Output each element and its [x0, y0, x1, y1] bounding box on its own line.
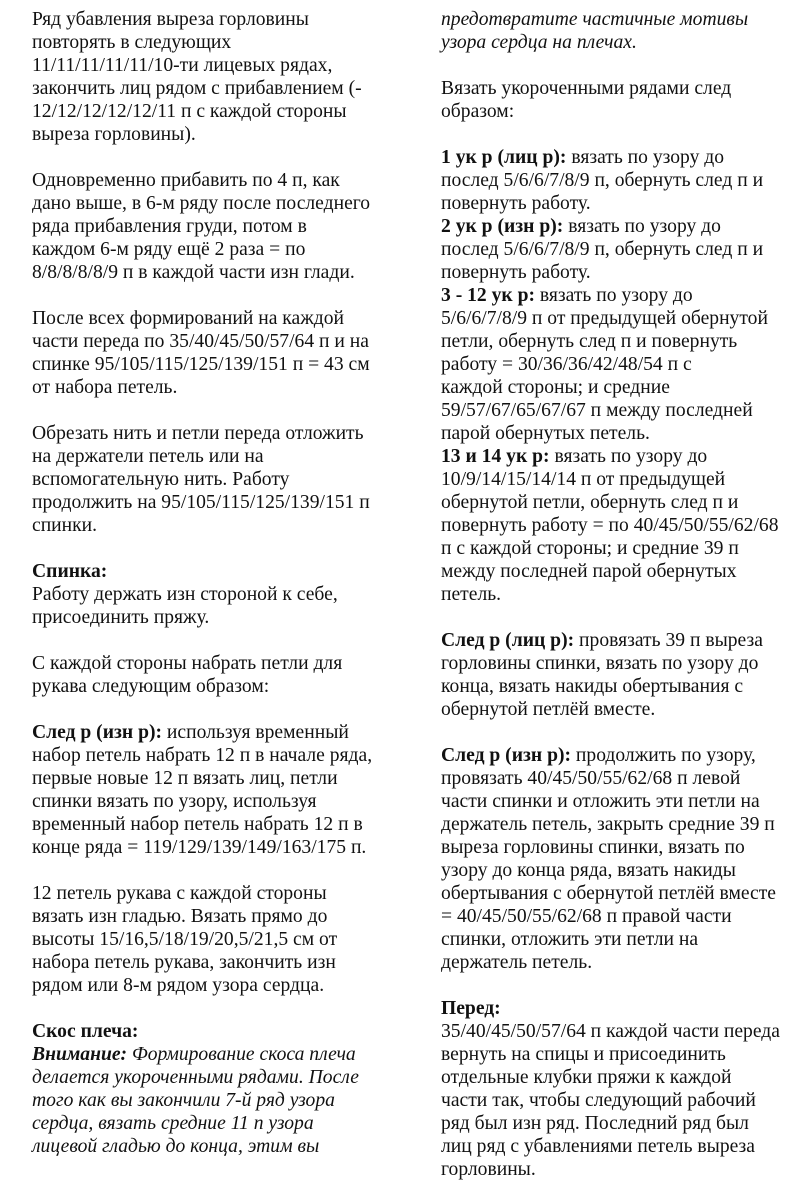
text-line: ряда прибавления груди, потом в	[32, 216, 307, 237]
text-line: горловины спинки, вязать по узору до	[441, 653, 759, 674]
row-text: вязать по узору до	[535, 285, 693, 306]
text-line	[441, 629, 786, 652]
text-line: рядом или 8-м рядом узора сердца.	[32, 975, 325, 996]
text-line: сердца, вязать средние 11 п узора	[32, 1113, 314, 1134]
text-line: вернуть на спицы и присоединить	[441, 1044, 726, 1065]
row-label: След р (изн р):	[32, 722, 163, 743]
after-forming-paragraph	[32, 307, 377, 399]
text-line: узора сердца на плечах.	[441, 32, 637, 53]
text-line: на держатели петель или на	[32, 446, 264, 467]
text-line: повторять в следующих	[32, 32, 232, 53]
simultaneous-paragraph	[32, 169, 377, 284]
text-line: между последней парой обернутых	[441, 561, 737, 582]
text-line: дано выше, в 6-м ряду после последнего	[32, 193, 371, 214]
text-line: отдельные клубки пряжи к каждой	[441, 1067, 732, 1088]
text-line: вязать изн гладью. Вязать прямо до	[32, 906, 328, 927]
text-line: выреза горловины).	[32, 124, 196, 145]
text-line: выреза горловины спинки, вязать по	[441, 837, 745, 858]
text-line: парой обернутых петель.	[441, 423, 650, 444]
text-line: присоединить пряжу.	[32, 607, 210, 628]
text-line: спинки, отложить эти петли на	[441, 929, 699, 950]
text-line: высоты 15/16,5/18/19/20,5/21,5 см от	[32, 929, 338, 950]
row-text: используя временный	[162, 722, 349, 743]
text-line: лиц ряд с убавлениями петель выреза	[441, 1136, 755, 1157]
attention-label: Внимание:	[32, 1044, 128, 1065]
text-line: части так, чтобы следующий рабочий	[441, 1090, 756, 1111]
text-line: держатель петель, закрыть средние 39 п	[441, 814, 775, 835]
text-line: С каждой стороны набрать петли для	[32, 653, 343, 674]
row-text: вязать по узору до	[563, 216, 721, 237]
row-text: вязать по узору до	[549, 446, 708, 467]
section-heading-shoulder: Скос плеча:	[32, 1021, 139, 1042]
row-label: 1 ук р (лиц р):	[441, 147, 567, 168]
row-label: 2 ук р (изн р):	[441, 216, 564, 237]
text-line: Одновременно прибавить по 4 п, как	[32, 170, 340, 191]
text-line: После всех формирований на каждой	[32, 308, 345, 329]
text-line: того как вы закончили 7-й ряд узора	[32, 1090, 335, 1111]
text-line: = 40/45/50/55/62/68 п правой части	[441, 906, 732, 927]
text-line: набора петель рукава, закончить изн	[32, 952, 336, 973]
text-line: 10/9/14/15/14/14 п от предыдущей	[441, 469, 726, 490]
left-column	[32, 8, 377, 1158]
text-line: петель.	[441, 584, 502, 605]
text-line	[441, 284, 786, 307]
text-line: каждом 6-м ряду ещё 2 раза = по	[32, 239, 306, 260]
text-line: вспомогательную нить. Работу	[32, 469, 290, 490]
text-line: ряд был изн ряд. Последний ряд был	[441, 1113, 749, 1134]
row-text: продолжить по узору,	[571, 745, 756, 766]
row-label: След р (лиц р):	[441, 630, 575, 651]
text-line: рукава следующим образом:	[32, 676, 270, 697]
text-line: конца, вязать накиды обертывания с	[441, 676, 744, 697]
text-line: Работу держать изн стороной к себе,	[32, 584, 338, 605]
text-line: обернутой петли, обернуть след п и	[441, 492, 739, 513]
row-text: провязать 39 п выреза	[574, 630, 763, 651]
short-rows-intro-paragraph	[441, 77, 786, 123]
text-line: повернуть работу = по 40/45/50/55/62/68	[441, 515, 779, 536]
text-line: 12 петель рукава с каждой стороны	[32, 883, 327, 904]
neck-repeat-paragraph	[32, 8, 377, 146]
text-line: части спинки и отложить эти петли на	[441, 791, 760, 812]
text-line: части переда по 35/40/45/50/57/64 п и на	[32, 331, 369, 352]
next-row-ws2-paragraph	[441, 744, 786, 974]
text-line: лицевой гладью до конца, этим вы	[32, 1136, 320, 1157]
section-heading-back: Спинка:	[32, 561, 108, 582]
shoulder-section	[32, 1020, 377, 1158]
text-line: послед 5/6/6/7/8/9 п, обернуть след п и	[441, 239, 764, 260]
text-line	[441, 146, 786, 169]
text-line: продолжить на 95/105/115/125/139/151 п	[32, 492, 370, 513]
text-line: 5/6/6/7/8/9 п от предыдущей обернутой	[441, 308, 768, 329]
text-line: узору до конца ряда, вязать накиды	[441, 860, 736, 881]
text-line: 35/40/45/50/57/64 п каждой части переда	[441, 1021, 780, 1042]
row-label: 13 и 14 ук р:	[441, 446, 550, 467]
front-section	[441, 997, 786, 1181]
text-line: спинки вязать по узору, используя	[32, 791, 317, 812]
text-line	[441, 215, 786, 238]
attention-text: Формирование скоса плеча	[127, 1044, 356, 1065]
text-line: набор петель набрать 12 п в начале ряда,	[32, 745, 373, 766]
text-line: обернутой петлёй вместе.	[441, 699, 656, 720]
text-line	[441, 445, 786, 468]
text-line: 59/57/67/65/67/67 п между последней	[441, 400, 753, 421]
text-line: первые новые 12 п вязать лиц, петли	[32, 768, 338, 789]
section-heading-front: Перед:	[441, 998, 501, 1019]
text-line: от набора петель.	[32, 377, 178, 398]
text-line: Обрезать нить и петли переда отложить	[32, 423, 364, 444]
next-row-rs-paragraph	[441, 629, 786, 721]
text-line: образом:	[441, 101, 515, 122]
row-text: вязать по узору до	[566, 147, 725, 168]
text-line: закончить лиц рядом с прибавлением (-	[32, 78, 362, 99]
attention-continuation	[441, 8, 786, 54]
text-line: делается укороченными рядами. После	[32, 1067, 360, 1088]
text-line: предотвратите частичные мотивы	[441, 9, 749, 30]
next-row-ws-paragraph	[32, 721, 377, 859]
text-line: держатель петель.	[441, 952, 593, 973]
text-line: спинке 95/105/115/125/139/151 п = 43 см	[32, 354, 370, 375]
text-line: конце ряда = 119/129/139/149/163/175 п.	[32, 837, 367, 858]
short-rows-block	[441, 146, 786, 606]
row-label: 3 - 12 ук р:	[441, 285, 536, 306]
back-section	[32, 560, 377, 629]
text-line: 8/8/8/8/8/9 п в каждой части изн глади.	[32, 262, 355, 283]
text-line: каждой стороны; и средние	[441, 377, 670, 398]
text-line: Вязать укороченными рядами след	[441, 78, 732, 99]
text-line: петли, обернуть след п и повернуть	[441, 331, 738, 352]
text-line	[32, 1043, 377, 1066]
sleeve-stitches-paragraph	[32, 882, 377, 997]
text-line: обертывания с обернутой петлёй вместе	[441, 883, 776, 904]
cut-yarn-paragraph	[32, 422, 377, 537]
text-line	[441, 744, 786, 767]
text-line: повернуть работу.	[441, 193, 591, 214]
text-line: 12/12/12/12/12/11 п с каждой стороны	[32, 101, 347, 122]
text-line: работу = 30/36/36/42/48/54 п с	[441, 354, 692, 375]
row-label: След р (изн р):	[441, 745, 572, 766]
text-line	[32, 721, 377, 744]
text-line: повернуть работу.	[441, 262, 591, 283]
text-line: Ряд убавления выреза горловины	[32, 9, 309, 30]
text-line: временный набор петель набрать 12 п в	[32, 814, 363, 835]
text-line: послед 5/6/6/7/8/9 п, обернуть след п и	[441, 170, 764, 191]
sleeve-intro-paragraph	[32, 652, 377, 698]
text-line: горловины.	[441, 1159, 536, 1180]
text-line: спинки.	[32, 515, 98, 536]
text-line: п с каждой стороны; и средние 39 п	[441, 538, 739, 559]
text-line: провязать 40/45/50/55/62/68 п левой	[441, 768, 741, 789]
right-column	[441, 8, 786, 1181]
text-line: 11/11/11/11/11/10-ти лицевых рядах,	[32, 55, 333, 76]
